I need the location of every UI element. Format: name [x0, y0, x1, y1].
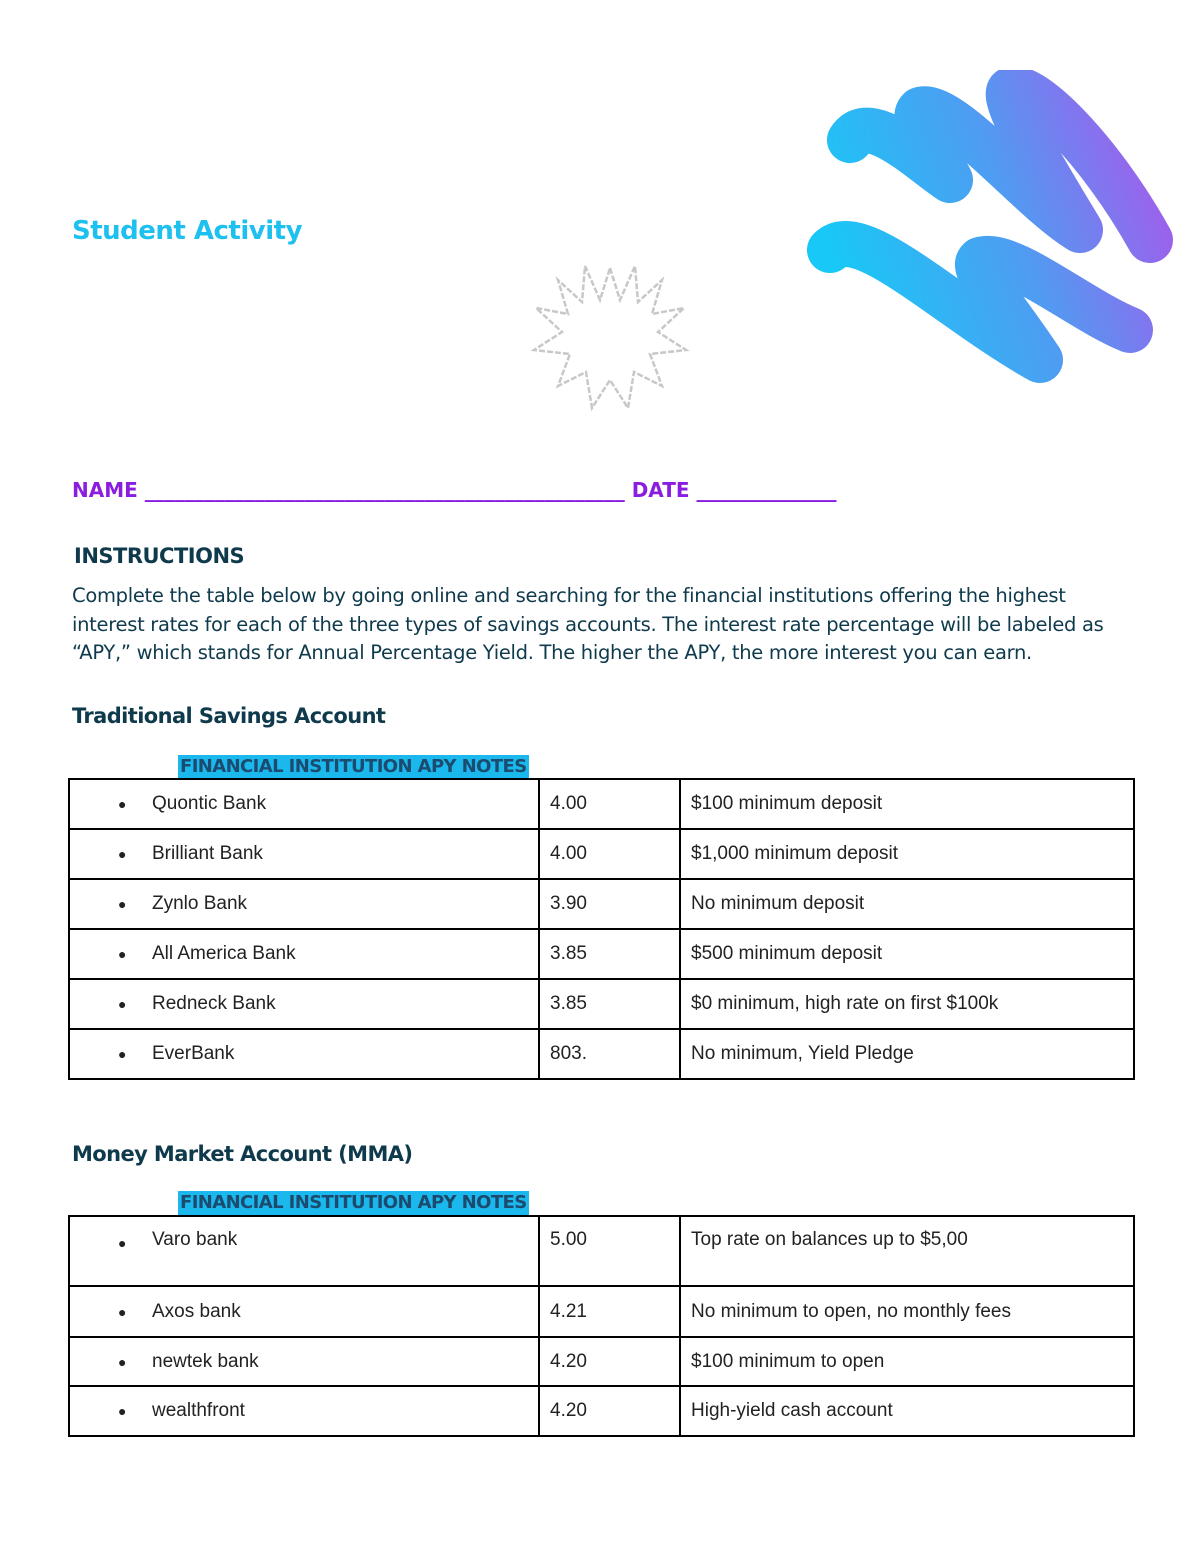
- traditional-savings-heading: Traditional Savings Account: [72, 704, 386, 728]
- table-row: [69, 829, 1134, 879]
- notes-cell[interactable]: Top rate on balances up to $5,00: [680, 1216, 1134, 1286]
- table-row: [69, 1216, 1134, 1286]
- notes-cell[interactable]: $100 minimum to open: [680, 1337, 1134, 1386]
- notes-cell[interactable]: $500 minimum deposit: [680, 929, 1134, 979]
- scribble-graphic-icon: [800, 70, 1180, 390]
- apy-cell[interactable]: 4.21: [539, 1286, 680, 1337]
- apy-cell[interactable]: 803.: [539, 1029, 680, 1079]
- institution-cell[interactable]: ● EverBank: [69, 1029, 539, 1079]
- notes-cell[interactable]: High-yield cash account: [680, 1386, 1134, 1436]
- institution-cell[interactable]: ● Axos bank: [69, 1286, 539, 1337]
- bullet-icon: ●: [118, 796, 127, 812]
- money-market-heading: Money Market Account (MMA): [72, 1142, 413, 1166]
- bullet-icon: ●: [118, 1046, 127, 1062]
- institution-cell[interactable]: ● Varo bank: [69, 1216, 539, 1286]
- apy-cell[interactable]: 4.00: [539, 779, 680, 829]
- bullet-icon: ●: [118, 1353, 127, 1370]
- table-row: [69, 1029, 1134, 1079]
- apy-cell[interactable]: 3.85: [539, 929, 680, 979]
- traditional-savings-table: [68, 778, 1135, 1080]
- notes-cell[interactable]: $0 minimum, high rate on first $100k: [680, 979, 1134, 1029]
- money-market-column-header: FINANCIAL INSTITUTION APY NOTES: [180, 1192, 527, 1213]
- institution-cell[interactable]: ● wealthfront: [69, 1386, 539, 1436]
- traditional-column-header: FINANCIAL INSTITUTION APY NOTES: [180, 756, 527, 777]
- star-outline-icon: [530, 262, 690, 412]
- apy-cell[interactable]: 3.90: [539, 879, 680, 929]
- notes-cell[interactable]: $100 minimum deposit: [680, 779, 1134, 829]
- money-market-table: [68, 1215, 1135, 1437]
- page-title: Student Activity: [72, 216, 303, 246]
- apy-cell[interactable]: 5.00: [539, 1216, 680, 1286]
- notes-cell[interactable]: No minimum, Yield Pledge: [680, 1029, 1134, 1079]
- bullet-icon: ●: [118, 1235, 127, 1251]
- name-date-line: NAME ________________________________________________ DATE ______________: [72, 478, 837, 502]
- institution-cell[interactable]: ● newtek bank: [69, 1337, 539, 1386]
- bullet-icon: ●: [118, 946, 127, 962]
- institution-cell[interactable]: ● Zynlo Bank: [69, 879, 539, 929]
- table-row: [69, 979, 1134, 1029]
- bullet-icon: ●: [118, 846, 127, 862]
- table-row: [69, 1286, 1134, 1337]
- apy-cell[interactable]: 3.85: [539, 979, 680, 1029]
- institution-cell[interactable]: ● Brilliant Bank: [69, 829, 539, 879]
- notes-cell[interactable]: $1,000 minimum deposit: [680, 829, 1134, 879]
- instructions-text: Complete the table below by going online and searching for the financial institutions offering the highest interest rates for each of the three types of savings accounts. The interest rate percentage will be labeled as “APY,” which stands for Annual Percentage Yield. The higher the APY, the more interest you can earn.: [72, 584, 1104, 664]
- apy-cell[interactable]: 4.20: [539, 1386, 680, 1436]
- bullet-icon: ●: [118, 1403, 127, 1419]
- table-row: [69, 779, 1134, 829]
- table-row: [69, 1337, 1134, 1386]
- institution-cell[interactable]: ● All America Bank: [69, 929, 539, 979]
- table-row: [69, 879, 1134, 929]
- table-row: [69, 1386, 1134, 1436]
- institution-cell[interactable]: ● Quontic Bank: [69, 779, 539, 829]
- notes-cell[interactable]: No minimum deposit: [680, 879, 1134, 929]
- notes-cell[interactable]: No minimum to open, no monthly fees: [680, 1286, 1134, 1337]
- institution-cell[interactable]: ● Redneck Bank: [69, 979, 539, 1029]
- bullet-icon: ●: [118, 896, 127, 912]
- table-row: [69, 929, 1134, 979]
- apy-cell[interactable]: 4.20: [539, 1337, 680, 1386]
- instructions-heading: INSTRUCTIONS: [74, 544, 245, 568]
- bullet-icon: ●: [118, 1303, 127, 1320]
- apy-cell[interactable]: 4.00: [539, 829, 680, 879]
- bullet-icon: ●: [118, 996, 127, 1012]
